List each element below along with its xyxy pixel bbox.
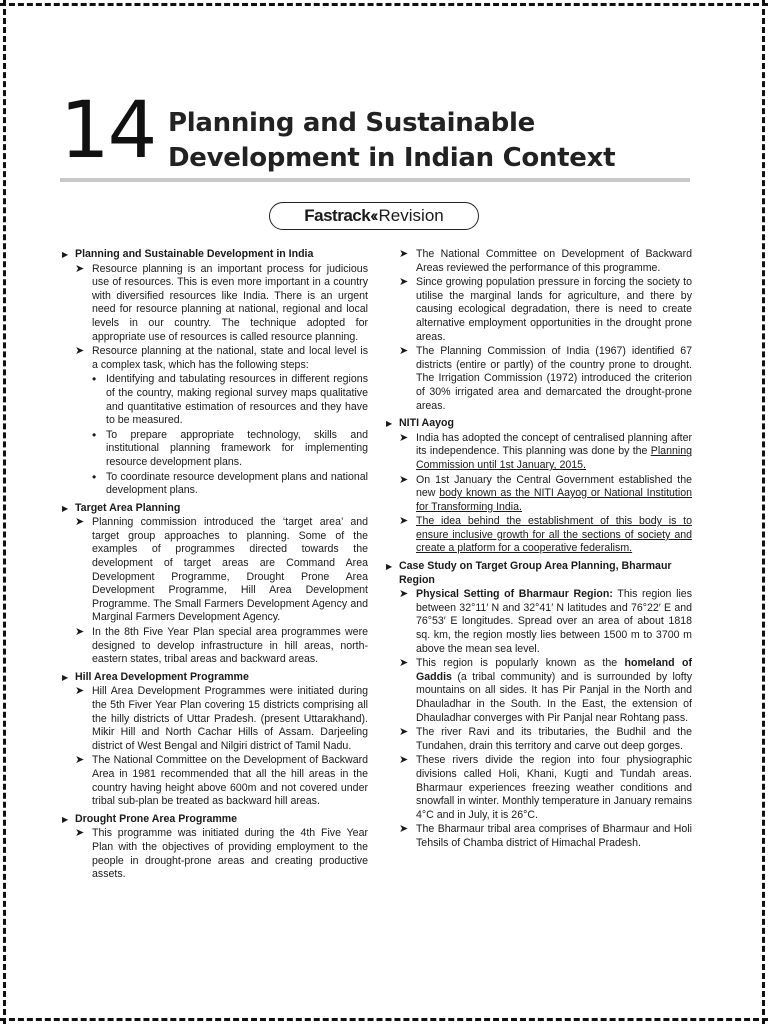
arrow-bullet-icon: ➤ xyxy=(399,823,409,836)
triangle-bullet-icon: ▶ xyxy=(62,814,69,824)
section-drought-prone-continued xyxy=(386,248,692,413)
triangle-bullet-icon: ▶ xyxy=(386,419,393,429)
list-item: ➤ In the 8th Five Year Plan special area programmes were designed to develop infrastructure in hill areas, north-eastern states, tribal areas and backward areas. xyxy=(75,626,368,666)
section-drought-prone xyxy=(62,813,368,882)
list-item: ➤ Resource planning at the national, state and local level is a complex task, which has the following steps: xyxy=(75,345,368,371)
arrow-bullet-icon: ➤ xyxy=(399,473,409,486)
dashed-border-top xyxy=(0,3,768,6)
arrow-bullet-icon: ➤ xyxy=(399,726,409,739)
list-item: ➤ The river Ravi and its tributaries, the Budhil and the Tundahen, drain this territory and carve out deep gorges. xyxy=(399,726,692,752)
list-item: ➤ Hill Area Development Programmes were initiated during the 5th Fiver Year Plan covering 15 districts comprising all the hilly districts of Uttar Pradesh. (present Uttarakhand). Mikir Hill and North Cachar Hills of Assam. Darjeeling district of West Bengal and Nilgiri district of Tamil Nadu. xyxy=(75,685,368,752)
arrow-bullet-icon: ➤ xyxy=(75,827,85,840)
arrow-bullet-icon: ➤ xyxy=(399,431,409,444)
sub-list-item: • Identifying and tabulating resources in different regions of the country, making regional survey maps qualitative and quantitative estimation of resources and they have to be measured. xyxy=(92,372,368,427)
dashed-border-bottom xyxy=(0,1018,768,1021)
fastrack-label: Fastrack xyxy=(304,206,371,225)
list-item: ➤ The National Committee on Development of Backward Areas reviewed the performance of this programme. xyxy=(399,248,692,274)
arrow-bullet-icon: ➤ xyxy=(75,626,85,639)
section-target-area-planning xyxy=(62,502,368,667)
sub-list-item: • To coordinate resource development plans and national development plans. xyxy=(92,469,368,497)
list-item: ➤ On 1st January the Central Government established the new body known as the NITI Aayog or National Institution for Transforming India. xyxy=(399,473,692,513)
list-item: ➤ These rivers divide the region into four physiographic divisions called Holi, Khani, Kugti and Tundah areas. Bharmaur experiences freezing weather conditions and snowfall in winter. Monthly temperature in January remains 4°C and in July, it is 26°C. xyxy=(399,754,692,821)
section-heading: Planning and Sustainable Development in India xyxy=(75,248,314,260)
chapter-title-line-1: Planning and Sustainable xyxy=(168,108,535,138)
section-heading: NITI Aayog xyxy=(399,417,454,430)
arrow-bullet-icon: ➤ xyxy=(399,657,409,670)
right-column xyxy=(386,248,692,855)
section-hill-area xyxy=(62,671,368,809)
list-item: ➤ This programme was initiated during the 4th Five Year Plan with the objectives of providing employment to the people in drought-prone areas and creating productive assets. xyxy=(75,827,368,881)
chapter-title xyxy=(168,106,615,176)
arrow-bullet-icon: ➤ xyxy=(75,262,85,275)
chapter-number: 14 xyxy=(60,86,156,176)
triangle-bullet-icon: ▶ xyxy=(62,503,69,513)
fastrack-revision-badge xyxy=(269,202,479,230)
triangle-bullet-icon: ▶ xyxy=(62,672,69,682)
list-item: ➤ Since growing population pressure in forcing the society to utilise the marginal lands for agriculture, and there by causing ecological degradation, there is need to create alternative employment opportunities in the drought prone areas. xyxy=(399,276,692,343)
section-case-study-bharmaur xyxy=(386,560,692,850)
list-item: ➤ Planning commission introduced the ‘target area’ and target group approaches to planning. Some of the examples of programmes directed towards the development of target areas are Command Area Development Programme, Drought Prone Area Development Programme, Hill Area Development Programme. The Small Farmers Development Agency and Marginal Farmers Development Agency. xyxy=(75,516,368,624)
left-column xyxy=(62,248,368,886)
dot-bullet-icon: • xyxy=(92,427,97,442)
list-item: ➤ Resource planning is an important process for judicious use of resources. This is even more important in a country with diversified resources like India. There is an urgent need for resource planning at national, regional and local levels in our country. The technique adopted for appropriate use of resources is called resource planning. xyxy=(75,262,368,343)
section-heading: Target Area Planning xyxy=(75,501,181,514)
list-item: ➤ India has adopted the concept of centralised planning after its independence. This planning was done by the Planning Commission until 1st January, 2015. xyxy=(399,431,692,471)
list-item: ➤ This region is popularly known as the homeland of Gaddis (a tribal community) and is surrounded by lofty mountains on all sides. It has Pir Panjal in the North and Dhauladhar in the South. In the East, the extension of Dhauladhar converges with Pir Panjal near Rohtang pass. xyxy=(399,657,692,724)
arrow-bullet-icon: ➤ xyxy=(399,515,409,528)
section-niti-aayog xyxy=(386,417,692,556)
arrow-bullet-icon: ➤ xyxy=(75,516,85,529)
list-item: ➤ The Bharmaur tribal area comprises of Bharmaur and Holi Tehsils of Chamba district of Himachal Pradesh. xyxy=(399,823,692,849)
chapter-title-line-2: Development in Indian Context xyxy=(168,143,616,173)
arrow-bullet-icon: ➤ xyxy=(75,685,85,698)
section-heading: Hill Area Development Programme xyxy=(75,670,249,683)
title-rule xyxy=(60,178,690,182)
section-heading: Drought Prone Area Programme xyxy=(75,812,238,825)
dashed-border-left xyxy=(3,0,10,1024)
list-item: ➤ Physical Setting of Bharmaur Region: This region lies between 32°11′ N and 32°41′ N latitudes and 76°22′ E and 76°53′ E longitudes. Spread over an area of about 1818 sq. km, the region mostly lies between 1500 m to 3700 m above the mean sea level. xyxy=(399,588,692,655)
list-item: ➤ The Planning Commission of India (1967) identified 67 districts (entire or partly) of the country prone to drought. The Irrigation Commission (1972) introduced the criterion of 30% irrigated area and demarcated the drought-prone areas. xyxy=(399,345,692,412)
arrow-bullet-icon: ➤ xyxy=(399,588,409,601)
section-planning-sustainable xyxy=(62,248,368,498)
arrow-bullet-icon: ➤ xyxy=(399,754,409,767)
arrow-bullet-icon: ➤ xyxy=(399,248,409,260)
sub-list-item: • To prepare appropriate technology, skills and institutional planning framework for implementing resource development plans. xyxy=(92,427,368,468)
dashed-border-right xyxy=(758,0,765,1024)
triangle-bullet-icon: ▶ xyxy=(386,562,393,572)
arrow-bullet-icon: ➤ xyxy=(75,754,85,767)
revision-label: Revision xyxy=(378,206,444,225)
arrow-bullet-icon: ➤ xyxy=(399,276,409,289)
dot-bullet-icon: • xyxy=(92,469,97,484)
list-item: ➤ The idea behind the establishment of this body is to ensure inclusive growth for all the sections of society and create a platform for a cooperative federalism. xyxy=(399,515,692,555)
list-item: ➤ The National Committee on the Development of Backward Area in 1981 recommended that all the hill areas in the country having height above 600m and not covered under tribal sub-plan be treated as backward hill areas. xyxy=(75,754,368,808)
double-chevron-icon: ‹‹ xyxy=(370,206,376,225)
dot-bullet-icon: • xyxy=(92,372,97,387)
arrow-bullet-icon: ➤ xyxy=(399,345,409,358)
arrow-bullet-icon: ➤ xyxy=(75,345,85,358)
section-heading: Case Study on Target Group Area Planning, Bharmaur Region xyxy=(399,560,672,586)
triangle-bullet-icon: ▶ xyxy=(62,250,69,259)
